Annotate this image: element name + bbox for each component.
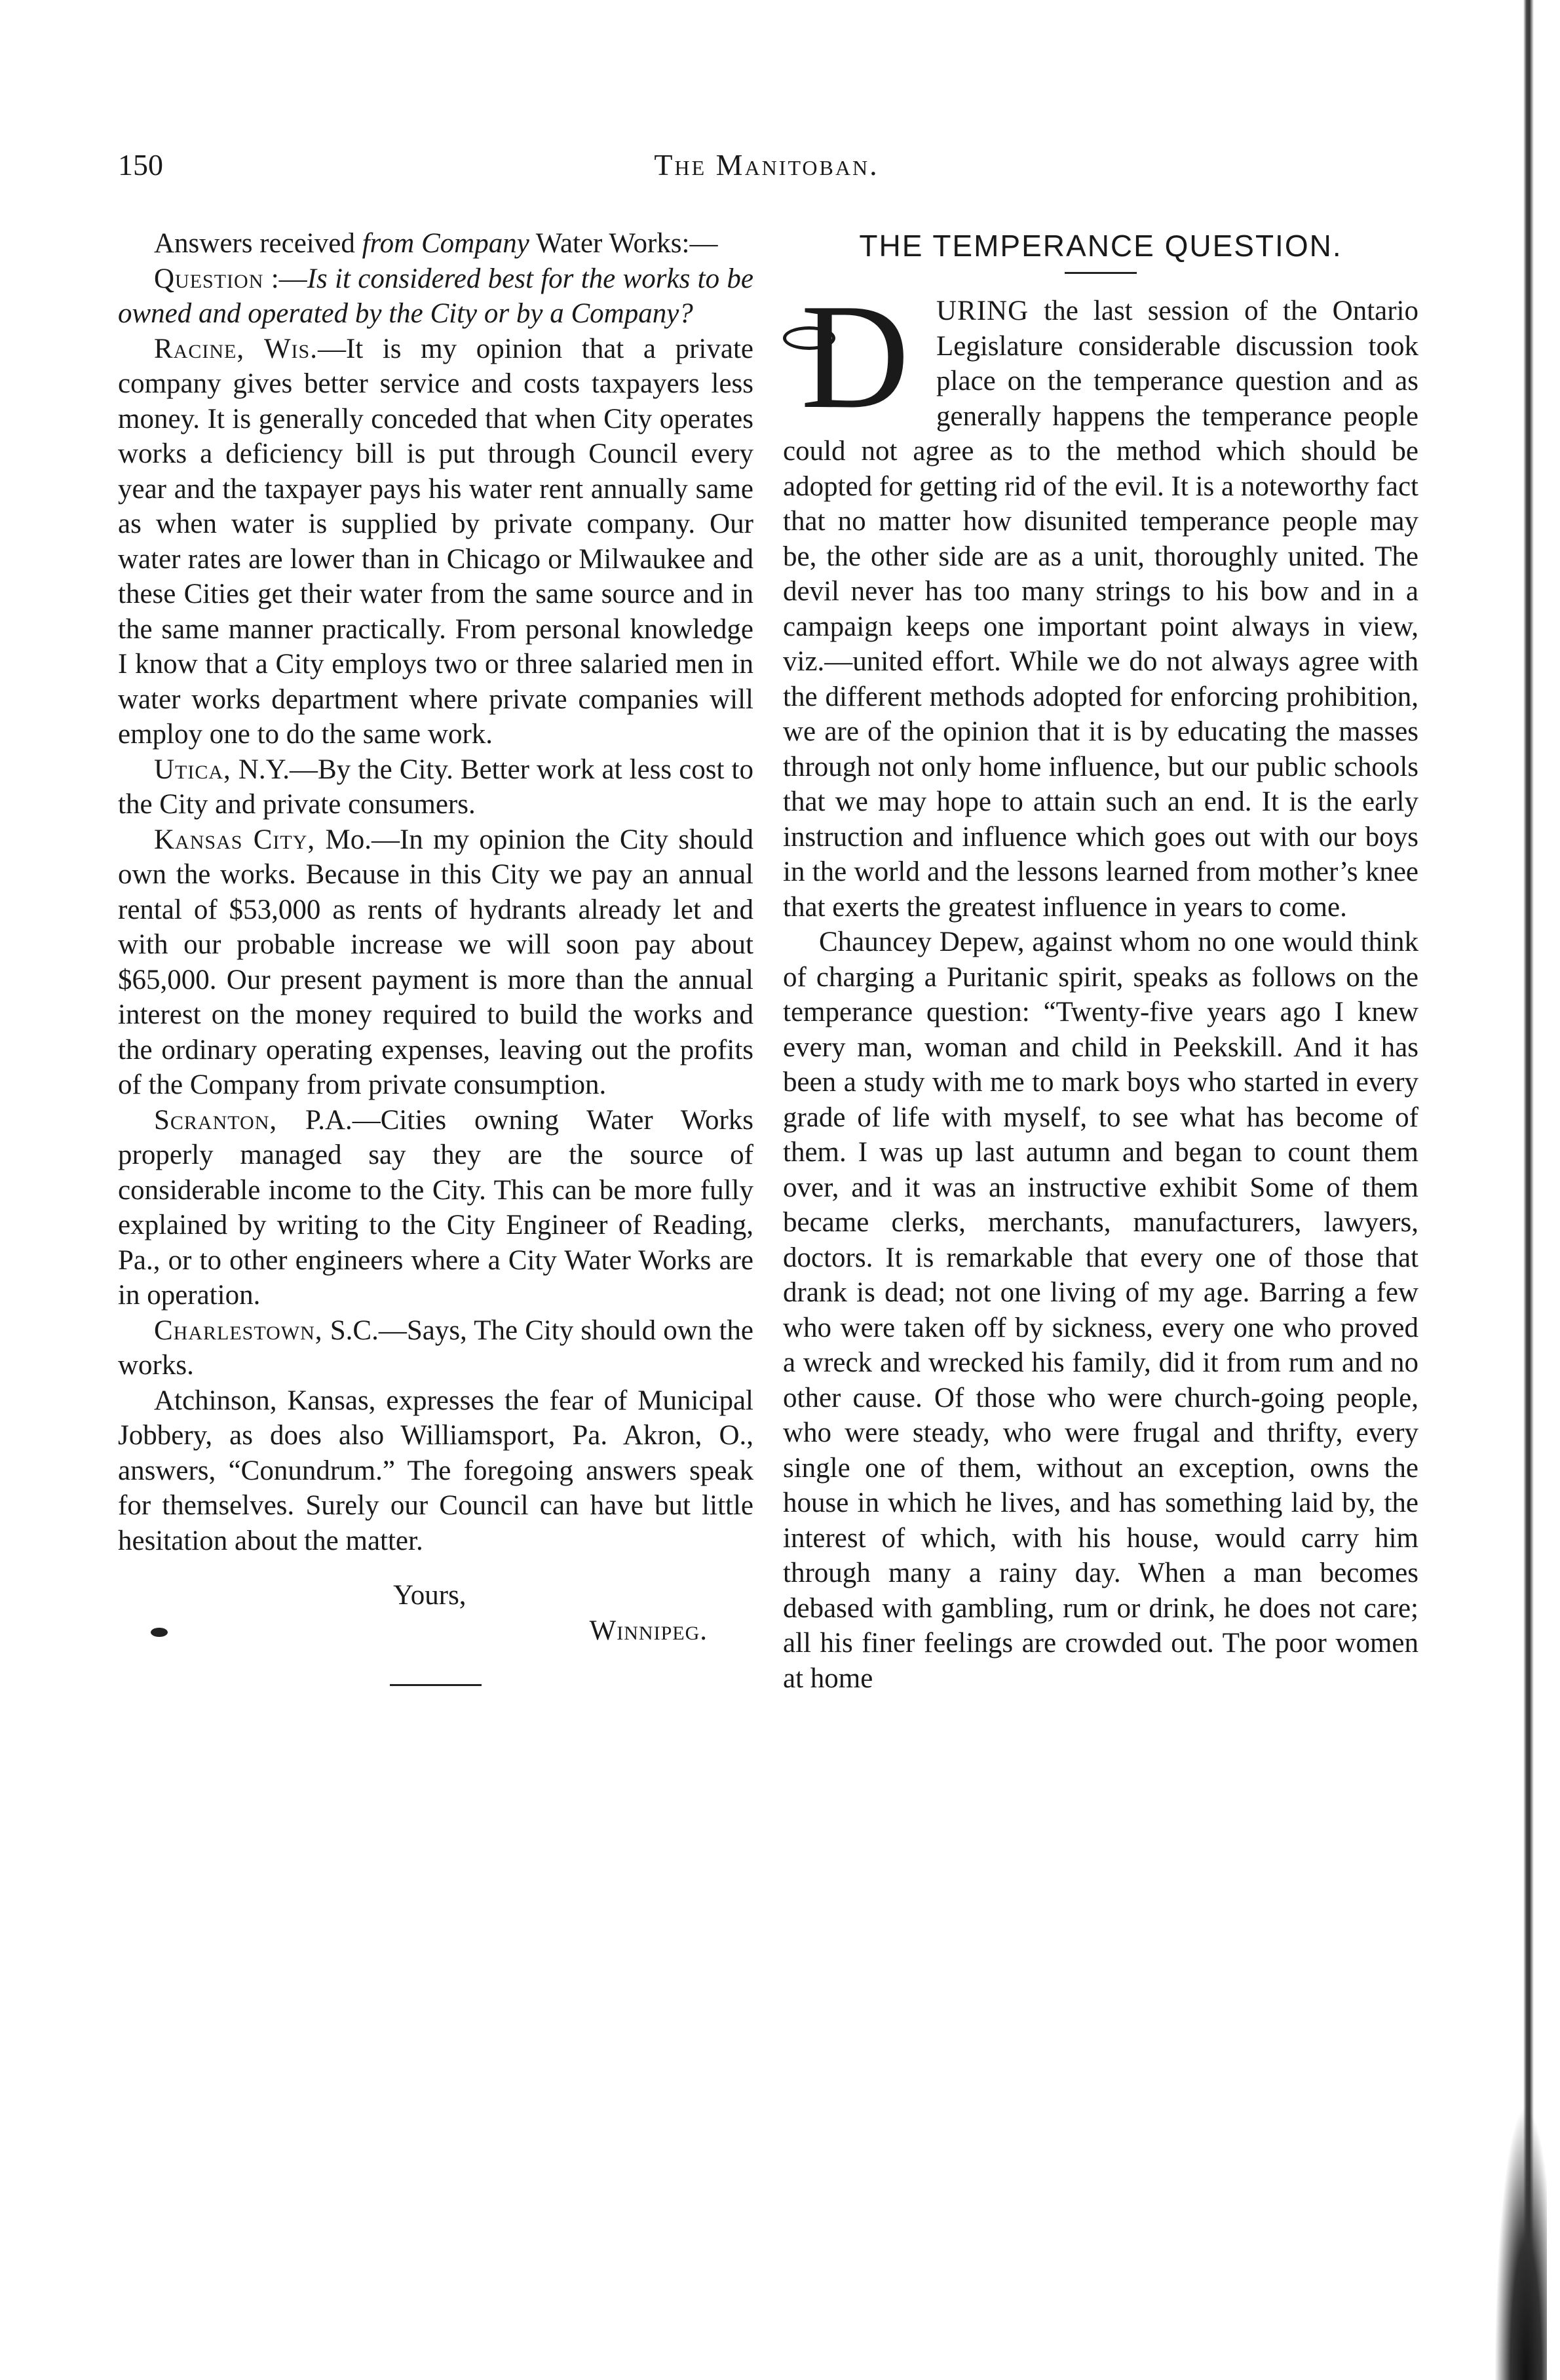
signoff: Yours,: [393, 1580, 466, 1611]
ink-mark: [151, 1628, 168, 1637]
answer-place: Charlestown,: [154, 1315, 323, 1346]
drop-cap: [783, 273, 927, 440]
page-header: [118, 147, 1415, 200]
answer-text: N.Y.—By the City. Better work at less cost to the City and private consumers.: [118, 754, 753, 820]
left-column: [118, 226, 753, 1686]
answer-paragraph: [118, 822, 753, 1103]
intro-paragraph: [118, 226, 753, 261]
answer-paragraph: [118, 752, 753, 822]
closing-paragraph: Atchinson, Kansas, expresses the fear of Municipal Jobbery, as does also Williamsport, Pa. Akron, O., answers, “Conundrum.” The foregoing answers speak for themselves. Surely our Council can have but little hesitation about the matter.: [118, 1385, 753, 1556]
question-paragraph: Question :—Is it considered best for the works to be owned and operated by the City or by a Company?: [118, 263, 753, 329]
signature: Winnipeg.: [589, 1615, 708, 1646]
answer-paragraph: [118, 1313, 753, 1383]
intro-italic: from Company: [362, 228, 529, 259]
lead-paragraph-wrap: [783, 273, 1418, 925]
body-paragraph: Chauncey Depew, against whom no one would think of charging a Puritanic spirit, speaks as follows on the temperance question: “Twenty-five years ago I knew every man, woman and child in Peekskill. And it has been a study with me to mark boys who started in every grade of life with myself, to see what has become of them. I was up last autumn and began to count them over, and it was an instructive exhibit Some of them became clerks, merchants, manufacturers, lawyers, doctors. It is remarkable that every one of those that drank is dead; not one living of my age. Barring a few who were taken off by sickness, every one who proved a wreck and wrecked his family, did it from rum and no other cause. Of those who were church-going people, who were steady, who were frugal and thrifty, every single one of them, without an exception, owns the house in which he lives, and has something laid by, the interest of which, with his house, would carry him through many a rainy day. When a man becomes debased with gambling, rum or drink, he does not care; all his finer feelings are crowded out. The poor women at home: [783, 927, 1418, 1694]
page-number: 150: [118, 148, 163, 182]
question-label: Question: [154, 263, 264, 294]
signature-line: [118, 1613, 753, 1649]
page-edge-blot: [1494, 2105, 1547, 2380]
answer-place: Kansas City,: [154, 824, 316, 855]
running-head: The Manitoban.: [654, 148, 879, 182]
answer-paragraph: [118, 1103, 753, 1313]
lead-text: the last session of the Ontario Legislature considerable discussion took place on the temperance question and as generally happens the temperance people could not agree as to the method which should be adopted for getting rid of the evil. It is a noteworthy fact that no matter how disunited temperance people may be, the other side are as a unit, thoroughly united. The devil never has too many strings to his bow and in a campaign keeps one important point always in view, viz.—united effort. While we do not always agree with the different methods adopted for enforcing prohibition, we are of the opinion that it is by educating the masses through not only home influence, but our public schools that we may hope to attain such an end. It is the early instruction and influence which goes out with our boys in the world and the lessons learned from mother’s knee that exerts the greatest influence in years to come.: [783, 296, 1418, 923]
page-edge-shadow: [1523, 0, 1534, 2380]
answer-text: Mo.—In my opinion the City should own the works. Because in this City we pay an annual rental of $53,000 as rents of hydrants already let and with our probable increase we will soon pay about $65,000. Our present payment is more than the annual interest on the money required to build the works and the ordinary operating expenses, leaving out the profits of the Company from private consumption.: [118, 824, 753, 1100]
answer-place: Utica,: [154, 754, 231, 785]
intro-rest: Water Works:—: [535, 228, 718, 259]
answer-text: —It is my opinion that a private company gives better service and costs taxpayers less money. It is generally conceded that when City operates works a deficiency bill is put through Council every year and the taxpayer pays his water rent annually same as when water is supplied by private company. Our water rates are lower than in Chicago or Milwaukee and these Cities get their water from the same source and in the same manner practically. From personal knowledge I know that a City employs two or three salaried men in water works department where private companies will employ one to do the same work.: [118, 333, 753, 750]
answer-place: Racine, Wis.: [154, 333, 318, 364]
answer-paragraph: [118, 332, 753, 752]
answer-text: S.C.—Says, The City should own the works.: [118, 1315, 754, 1381]
end-rule: [390, 1684, 482, 1686]
lead-caps: URING: [936, 296, 1029, 326]
drop-cap-letter: D: [800, 273, 910, 440]
drop-cap-ornament-icon: [783, 326, 835, 350]
right-column: [783, 226, 1418, 1696]
intro-text: Answers received: [154, 228, 355, 259]
title-rule: [1065, 272, 1137, 274]
answer-text: P.A.—Cities owning Water Works properly managed say they are the source of considerable income to the City. This can be more fully explained by writing to the City Engineer of Reading, Pa., or to other engineers where a City Water Works are in operation.: [118, 1104, 754, 1311]
answer-place: Scranton,: [154, 1104, 278, 1136]
question-text: Is it considered best for the works to be owned and operated by the City or by a Company?: [118, 263, 753, 329]
article-title: THE TEMPERANCE QUESTION.: [859, 229, 1342, 263]
